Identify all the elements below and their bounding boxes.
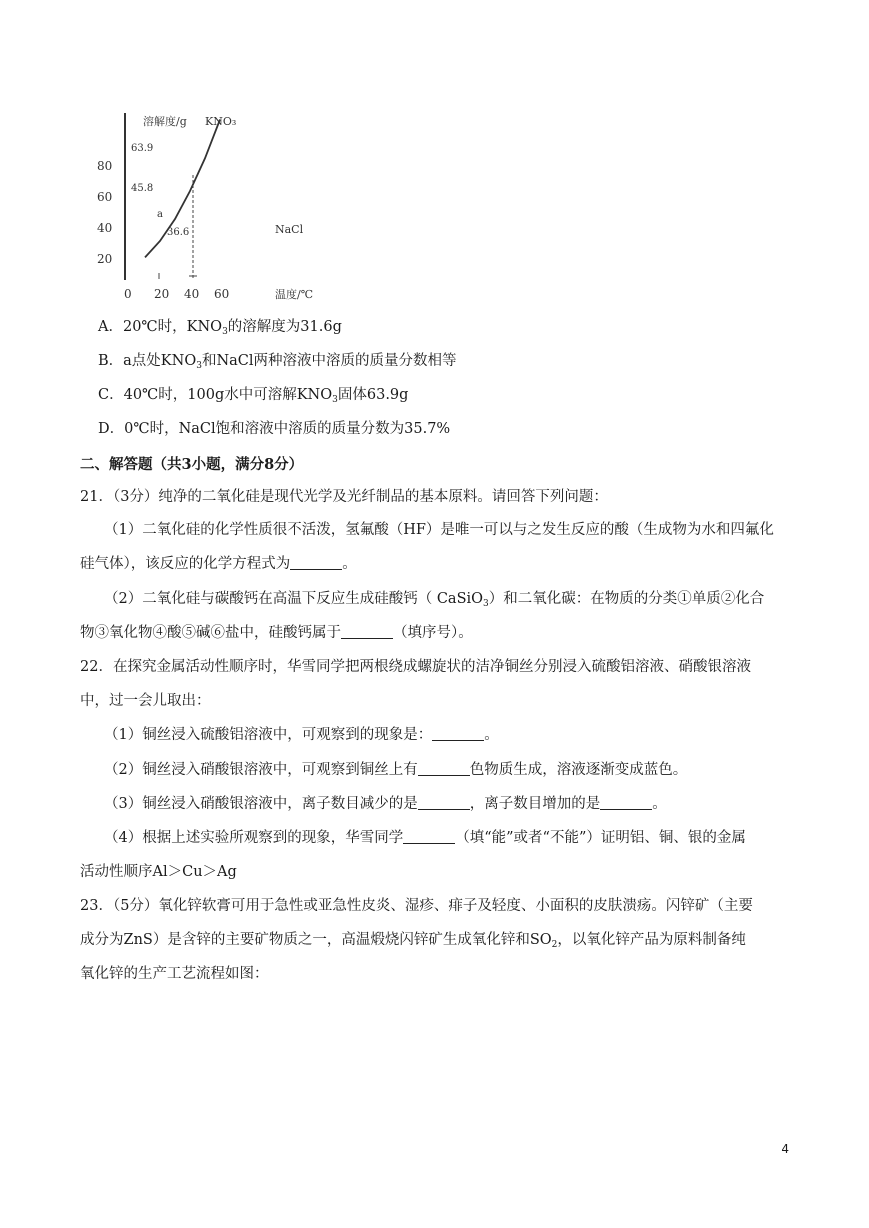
answer-blank[interactable] xyxy=(432,726,484,741)
q21-part2-line2: 物③氧化物④酸⑤碱⑥盐中，硅酸钙属于 （填序号）。 xyxy=(80,625,473,641)
section-title: 二、解答题（共3小题，满分8分） xyxy=(80,456,304,473)
annotation-a: a xyxy=(157,209,163,220)
q23-line3: 氧化锌的生产工艺流程如图： xyxy=(80,966,269,982)
annotation-639: 63.9 xyxy=(131,143,154,154)
answer-blank[interactable] xyxy=(418,761,470,776)
q22-part2: （2）铜丝浸入硝酸银溶液中，可观察到铜丝上有 色物质生成，溶液逐渐变成蓝色。 xyxy=(104,762,688,778)
q22-part1: （1）铜丝浸入硫酸铝溶液中，可观察到的现象是： 。 xyxy=(104,727,499,743)
q23-line2: 成分为ZnS）是含锌的主要矿物质之一，高温煅烧闪锌矿生成氧化锌和$SO_2$，以氧化锌产品为原料制备纯 xyxy=(80,932,746,950)
option-a: A．20℃时，$KNO_3$的溶解度为31.6g xyxy=(98,319,342,337)
answer-blank[interactable] xyxy=(290,555,342,570)
x-tick-label: 20 xyxy=(154,287,170,301)
q21-part2-line1: （2）二氧化硅与碳酸钙在高温下反应生成硅酸钙（ CaSiO$_3$）和二氧化碳：在物质的分类①单质②化合 xyxy=(104,591,765,609)
answer-blank[interactable] xyxy=(418,795,470,810)
q22-stem-line1: 22．在探究金属活动性顺序时，华雪同学把两根绕成螺旋状的洁净铜丝分别浸入硫酸铝溶液、硝酸银溶液 xyxy=(80,659,751,675)
answer-blank[interactable] xyxy=(600,795,652,810)
q21-part1-line2: 硅气体），该反应的化学方程式为 。 xyxy=(80,556,357,572)
y-tick-label: 40 xyxy=(97,221,113,235)
y-tick-label: 80 xyxy=(97,159,113,173)
solubility-chart xyxy=(95,105,355,305)
x-tick-label: 0 xyxy=(124,287,132,301)
x-tick-label: 40 xyxy=(184,287,200,301)
annotation-366: 36.6 xyxy=(167,227,190,238)
q22-part3: （3）铜丝浸入硝酸银溶液中，离子数目减少的是 ，离子数目增加的是 。 xyxy=(104,796,667,812)
q21-part1-line1: （1）二氧化硅的化学性质很不活泼，氢氟酸（HF）是唯一可以与之发生反应的酸（生成物为水和四氟化 xyxy=(104,522,774,538)
x-tick-label: 60 xyxy=(214,287,230,301)
q23-line1: 23．（5分）氧化锌软膏可用于急性或亚急性皮炎、湿疹、痱子及轻度、小面积的皮肤溃疡。闪锌矿（主要 xyxy=(80,898,753,914)
annotation-458: 45.8 xyxy=(131,183,154,194)
option-b: B．a点处$KNO_3$和NaCl两种溶液中溶质的质量分数相等 xyxy=(98,353,457,371)
x-axis-label: 温度/℃ xyxy=(275,288,314,301)
y-tick-label: 60 xyxy=(97,190,113,204)
y-axis-label: 溶解度/g xyxy=(143,115,187,128)
q22-part4-line2: 活动性顺序Al＞Cu＞Ag xyxy=(80,864,237,880)
nacl-series-label: NaCl xyxy=(275,223,304,236)
page-number: 4 xyxy=(781,1142,789,1156)
y-tick-label: 20 xyxy=(97,252,113,266)
q22-part4-line1: （4）根据上述实验所观察到的现象，华雪同学 （填“能”或者“不能”）证明铝、铜、银的金属 xyxy=(104,830,746,846)
answer-blank[interactable] xyxy=(341,624,393,639)
option-d: D．0℃时，NaCl饱和溶液中溶质的质量分数为35.7% xyxy=(98,421,451,437)
q21-stem: 21．（3分）纯净的二氧化硅是现代光学及光纤制品的基本原料。请回答下列问题： xyxy=(80,489,608,505)
q22-stem-line2: 中，过一会儿取出： xyxy=(80,693,211,709)
kno3-series-label: KNO₃ xyxy=(205,115,237,128)
option-c: C．40℃时，100g水中可溶解$KNO_3$固体63.9g xyxy=(98,387,409,405)
answer-blank[interactable] xyxy=(403,829,455,844)
